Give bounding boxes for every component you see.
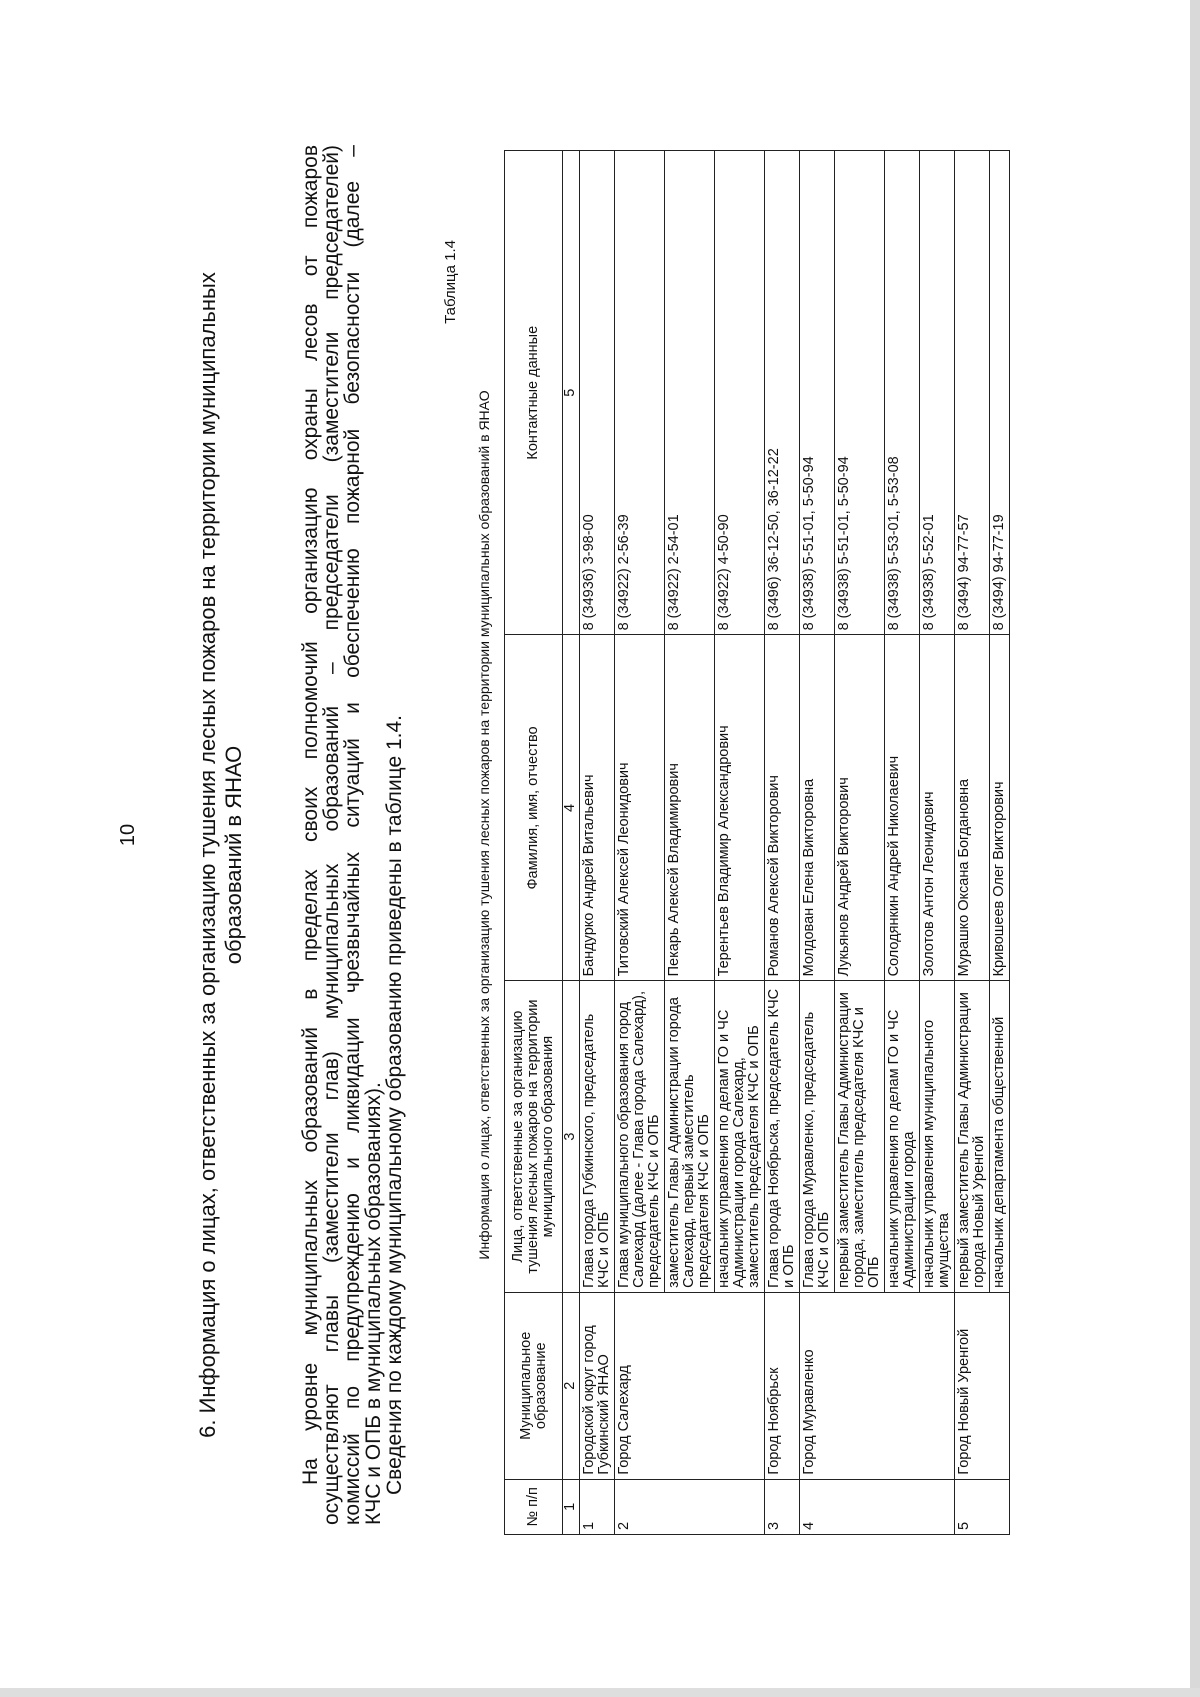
page-number: 10 (117, 823, 139, 847)
cell-num: 3 (765, 1479, 800, 1534)
cell-contact: 8 (34938) 5-51-01, 5-50-94 (835, 151, 885, 635)
cell-municipality: Город Новый Уренгой (955, 1292, 1010, 1479)
cell-name: Романов Алексей Викторович (765, 635, 800, 981)
scan-edge-bottom (0, 1688, 1200, 1697)
cell-municipality: Город Салехард (615, 1292, 765, 1479)
cell-name: Пекарь Алексей Владимирович (665, 635, 715, 981)
cell-name: Молдован Елена Викторовна (800, 635, 835, 981)
header-municipality: Муниципальное образование (505, 1292, 563, 1479)
cell-municipality: Город Ноябрьск (765, 1292, 800, 1479)
cell-contact: 8 (34922) 2-54-01 (665, 151, 715, 635)
column-number: 5 (563, 151, 580, 635)
table-row (955, 151, 990, 1535)
table-row (765, 151, 800, 1535)
cell-position: начальник управления по делам ГО и ЧС Администрации города (885, 981, 920, 1292)
section-heading (195, 255, 247, 1455)
rotated-page (22, 25, 1172, 1675)
cell-contact: 8 (34936) 3-98-00 (580, 151, 615, 635)
column-number: 4 (563, 635, 580, 981)
table-caption: Информация о лицах, ответственных за организацию тушения лесных пожаров на территории муниципальных образований в ЯНАО (476, 390, 492, 1260)
cell-name: Терентьев Владимир Александрович (715, 635, 765, 981)
responsible-persons-table (504, 150, 1010, 1535)
section-heading-line-2: образований в ЯНАО (221, 745, 246, 965)
header-position: Лица, ответственные за организацию тушения лесных пожаров на территории муниципального образования (505, 981, 563, 1292)
cell-position: начальник управления по делам ГО и ЧС Администрации города Салехард, заместитель председателя КЧС и ОПБ (715, 981, 765, 1292)
cell-position: Глава города Губкинского, председатель КЧС и ОПБ (580, 981, 615, 1292)
cell-position: Глава города Ноябрьска, председатель КЧС и ОПБ (765, 981, 800, 1292)
cell-contact: 8 (34922) 4-50-90 (715, 151, 765, 635)
cell-position: Глава города Муравленко, председатель КЧС и ОПБ (800, 981, 835, 1292)
paragraph-line-5: Сведения по каждому муниципальному образованию приведены в таблице 1.4. (383, 714, 406, 1495)
cell-contact: 8 (3496) 36-12-50, 36-12-22 (765, 151, 800, 635)
cell-name: Лукьянов Андрей Викторович (835, 635, 885, 981)
cell-position: Глава муниципального образования город Салехард (далее - Глава города Салехард), председатель КЧС и ОПБ (615, 981, 665, 1292)
column-number: 1 (563, 1479, 580, 1534)
cell-position: первый заместитель Главы Администрации города, заместитель председателя КЧС и ОПБ (835, 981, 885, 1292)
paragraph-line-4: КЧС и ОПБ в муниципальных образованиях). (362, 1082, 385, 1525)
paragraph-line-1: На уровне муниципальных образований в пределах своих полномочий организацию охраны лесов от пожаров (299, 145, 322, 1485)
header-name: Фамилия, имя, отчество (505, 635, 563, 981)
cell-position: начальник департамента общественной (990, 981, 1010, 1292)
cell-name: Мурашко Оксана Богдановна (955, 635, 990, 981)
cell-contact: 8 (34938) 5-52-01 (920, 151, 955, 635)
cell-name: Титовский Алексей Леонидович (615, 635, 665, 981)
header-num: № п/п (505, 1479, 563, 1534)
table-label: Таблица 1.4 (442, 240, 459, 324)
paragraph-line-3: комиссий по предупреждению и ликвидации чрезвычайных ситуаций и обеспечению пожарной безопасности (далее – (341, 145, 364, 1525)
table-row (580, 151, 615, 1535)
cell-municipality: Городской округ город Губкинский ЯНАО (580, 1292, 615, 1479)
cell-name: Солодянкин Андрей Николаевич (885, 635, 920, 981)
column-number-row (563, 151, 580, 1535)
cell-contact: 8 (34938) 5-51-01, 5-50-94 (800, 151, 835, 635)
header-contact: Контактные данные (505, 151, 563, 635)
cell-name: Кривошеев Олег Викторович (990, 635, 1010, 981)
cell-contact: 8 (3494) 94-77-19 (990, 151, 1010, 635)
cell-contact: 8 (34938) 5-53-01, 5-53-08 (885, 151, 920, 635)
column-number: 2 (563, 1292, 580, 1479)
cell-name: Золотов Антон Леонидович (920, 635, 955, 981)
table-row (800, 151, 835, 1535)
cell-num: 4 (800, 1479, 955, 1534)
intro-paragraph (300, 145, 405, 1525)
cell-contact: 8 (3494) 94-77-57 (955, 151, 990, 635)
cell-num: 2 (615, 1479, 765, 1534)
cell-num: 1 (580, 1479, 615, 1534)
cell-municipality: Город Муравленко (800, 1292, 955, 1479)
table-header-row (505, 151, 563, 1535)
section-heading-line-1: 6. Информация о лицах, ответственных за организацию тушения лесных пожаров на территории муниципальных (195, 272, 220, 1438)
cell-position: начальник управления муниципального имущества (920, 981, 955, 1292)
column-number: 3 (563, 981, 580, 1292)
cell-name: Бандурко Андрей Витальевич (580, 635, 615, 981)
cell-position: первый заместитель Главы Администрации города Новый Уренгой (955, 981, 990, 1292)
table-row (615, 151, 665, 1535)
cell-position: заместитель Главы Администрации города Салехард, первый заместитель председателя КЧС и ОПБ (665, 981, 715, 1292)
cell-contact: 8 (34922) 2-56-39 (615, 151, 665, 635)
cell-num: 5 (955, 1479, 1010, 1534)
scan-edge-right (1190, 0, 1200, 1697)
paragraph-line-2: осуществляют главы (заместители глав) муниципальных образований – председатели (заместители председателей) (320, 145, 343, 1525)
